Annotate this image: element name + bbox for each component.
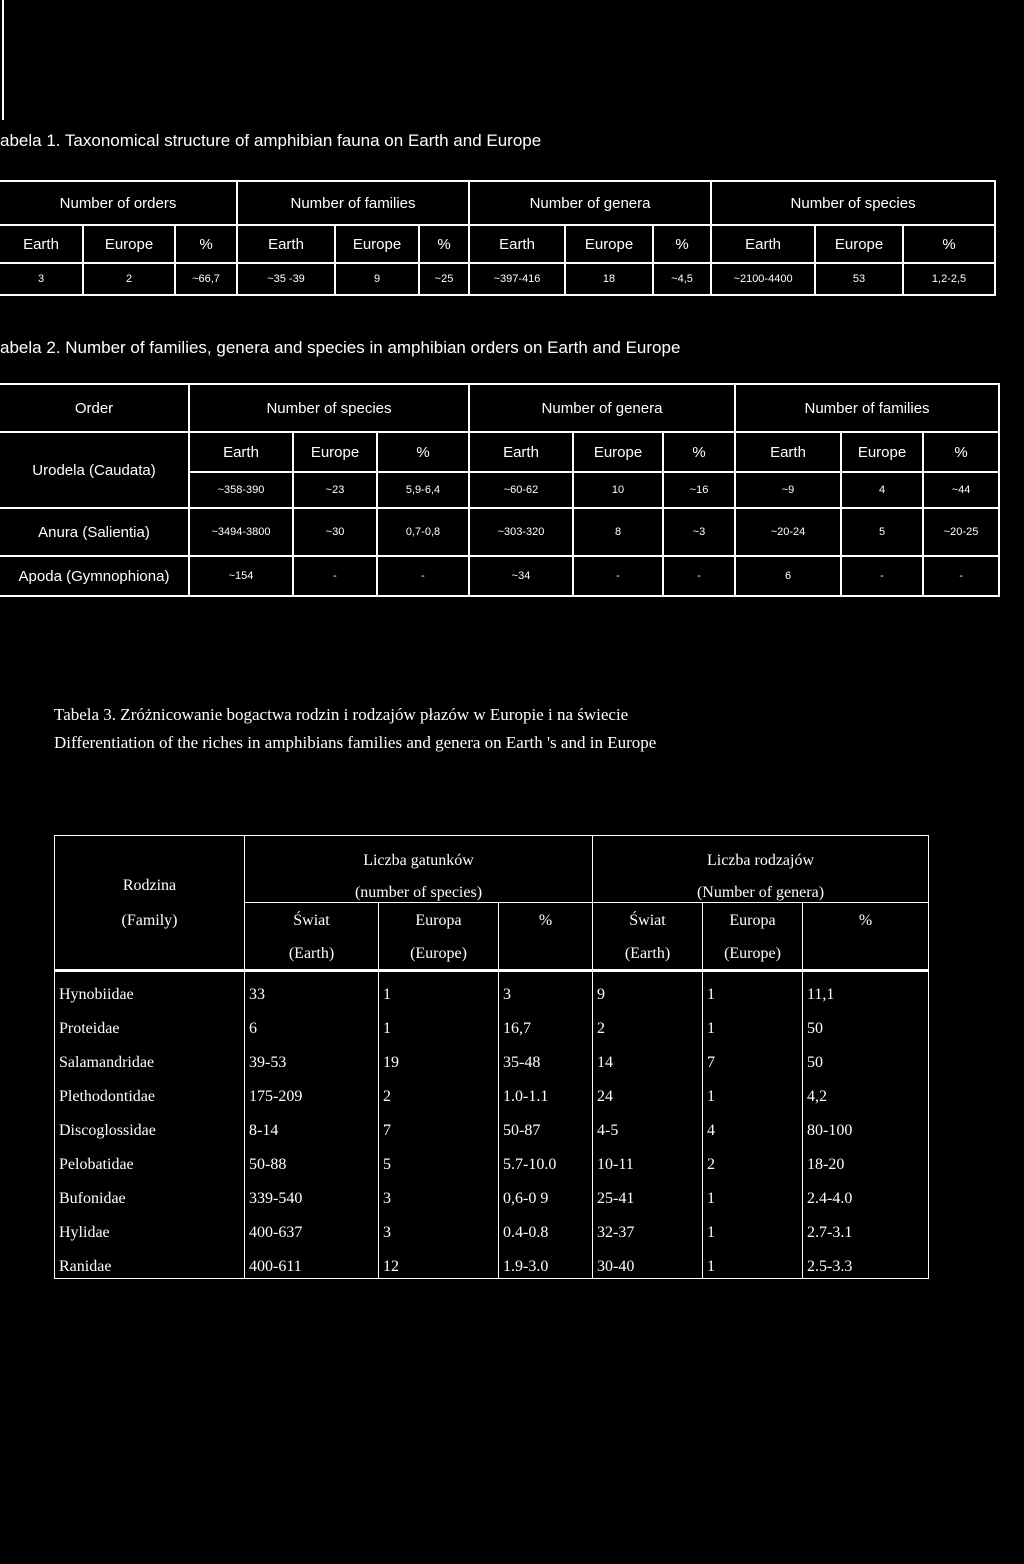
table3-cell: 3 bbox=[379, 1210, 499, 1244]
table3-family-name: Pelobatidae bbox=[55, 1142, 245, 1176]
table2-cell: ~60-62 bbox=[469, 472, 573, 508]
table3-family-name: Discoglossidae bbox=[55, 1108, 245, 1142]
table2-cell: 4 bbox=[841, 472, 923, 508]
table3-cell: 25-41 bbox=[593, 1176, 703, 1210]
table3-cell: 32-37 bbox=[593, 1210, 703, 1244]
table1-cell: ~397-416 bbox=[469, 263, 565, 295]
table2-subheader: Europe bbox=[293, 432, 377, 472]
table3-family-name: Salamandridae bbox=[55, 1040, 245, 1074]
table1-group-header: Number of families bbox=[237, 181, 469, 225]
table3-cell: 0,6-0 9 bbox=[499, 1176, 593, 1210]
table1-subheader: Europe bbox=[83, 225, 175, 263]
table3-caption-en: Differentiation of the riches in amphibians families and genera on Earth 's and in Europe bbox=[54, 733, 657, 752]
table2-order-name: Anura (Salientia) bbox=[0, 508, 189, 556]
table2-cell: ~20-25 bbox=[923, 508, 999, 556]
table3-cell: 2 bbox=[703, 1142, 803, 1176]
table2-cell: 5,9-6,4 bbox=[377, 472, 469, 508]
table1-cell: ~35 -39 bbox=[237, 263, 335, 295]
table2-group-header: Number of species bbox=[189, 384, 469, 432]
table2-cell: ~16 bbox=[663, 472, 735, 508]
table1-subheader: Europe bbox=[335, 225, 419, 263]
table1-subheader: % bbox=[653, 225, 711, 263]
table3-header-spacer bbox=[499, 939, 593, 971]
table3-cell: 16,7 bbox=[499, 1006, 593, 1040]
table3-cell: 1 bbox=[703, 970, 803, 1006]
table2-caption: abela 2. Number of families, genera and species in amphibian orders on Earth and Europe bbox=[0, 338, 681, 357]
page-edge-line bbox=[2, 0, 4, 120]
table2-cell: ~20-24 bbox=[735, 508, 841, 556]
table3-cell: 175-209 bbox=[245, 1074, 379, 1108]
table2-cell: ~303-320 bbox=[469, 508, 573, 556]
table1-caption: abela 1. Taxonomical structure of amphibian fauna on Earth and Europe bbox=[0, 131, 542, 150]
table2-cell: 6 bbox=[735, 556, 841, 596]
table-row bbox=[55, 1074, 929, 1108]
table1-subheader: Earth bbox=[0, 225, 83, 263]
table-row bbox=[55, 1210, 929, 1244]
table3-world-header-en: (Earth) bbox=[245, 939, 379, 971]
table3-cell: 1.9-3.0 bbox=[499, 1244, 593, 1279]
table1-cell: 53 bbox=[815, 263, 903, 295]
table2-subheader: % bbox=[377, 432, 469, 472]
table2-subheader: % bbox=[923, 432, 999, 472]
table3-species-group-en: (number of species) bbox=[245, 870, 593, 903]
table2-cell: - bbox=[377, 556, 469, 596]
table2-cell: ~23 bbox=[293, 472, 377, 508]
table3-cell: 11,1 bbox=[803, 970, 929, 1006]
table-row bbox=[55, 1176, 929, 1210]
table1-group-header: Number of species bbox=[711, 181, 995, 225]
table3-percent-header: % bbox=[803, 903, 929, 939]
table2 bbox=[0, 383, 1000, 597]
table2-subheader: Europe bbox=[841, 432, 923, 472]
table3-cell: 2 bbox=[593, 1006, 703, 1040]
table1-value-row bbox=[0, 263, 995, 295]
table3-species-group: Liczba gatunków bbox=[245, 836, 593, 871]
table1-cell: ~25 bbox=[419, 263, 469, 295]
table-row bbox=[55, 1244, 929, 1279]
table2-group-header: Number of families bbox=[735, 384, 999, 432]
table3-cell: 12 bbox=[379, 1244, 499, 1279]
table2-cell: - bbox=[923, 556, 999, 596]
table3-europe-header: Europa bbox=[379, 903, 499, 939]
table3-cell: 3 bbox=[499, 970, 593, 1006]
table3-cell: 1 bbox=[379, 1006, 499, 1040]
table2-cell: ~3 bbox=[663, 508, 735, 556]
table2-cell: 8 bbox=[573, 508, 663, 556]
table3-cell: 50-87 bbox=[499, 1108, 593, 1142]
table1-subheader: Europe bbox=[815, 225, 903, 263]
table2-order-name: Urodela (Caudata) bbox=[0, 432, 189, 508]
table2-subheader: Europe bbox=[573, 432, 663, 472]
table3-world-header: Świat bbox=[245, 903, 379, 939]
table2-cell: 0,7-0,8 bbox=[377, 508, 469, 556]
table3-header-spacer bbox=[55, 939, 245, 971]
table3-cell: 4,2 bbox=[803, 1074, 929, 1108]
table1-cell: ~66,7 bbox=[175, 263, 237, 295]
table1-subheader: % bbox=[903, 225, 995, 263]
table2-order-name: Apoda (Gymnophiona) bbox=[0, 556, 189, 596]
table-row bbox=[55, 970, 929, 1006]
table3-cell: 24 bbox=[593, 1074, 703, 1108]
table3-header-row-1 bbox=[55, 836, 929, 871]
table2-cell: 10 bbox=[573, 472, 663, 508]
table1-subheader: Earth bbox=[237, 225, 335, 263]
table3-europe-header-en: (Europe) bbox=[379, 939, 499, 971]
table2-cell: ~30 bbox=[293, 508, 377, 556]
table1-subheader: Earth bbox=[469, 225, 565, 263]
table3-cell: 19 bbox=[379, 1040, 499, 1074]
table3-family-name: Bufonidae bbox=[55, 1176, 245, 1210]
table3-cell: 39-53 bbox=[245, 1040, 379, 1074]
table1-subheader: Europe bbox=[565, 225, 653, 263]
table3-cell: 1 bbox=[703, 1074, 803, 1108]
table3-header-row-4 bbox=[55, 939, 929, 971]
table-row bbox=[55, 1006, 929, 1040]
table2-cell: ~3494-3800 bbox=[189, 508, 293, 556]
table3-percent-header: % bbox=[499, 903, 593, 939]
table2-cell: - bbox=[841, 556, 923, 596]
table2-cell: ~358-390 bbox=[189, 472, 293, 508]
table2-subheader: Earth bbox=[189, 432, 293, 472]
table3-header-spacer bbox=[803, 939, 929, 971]
table3-family-name: Proteidae bbox=[55, 1006, 245, 1040]
table1-cell: 9 bbox=[335, 263, 419, 295]
table3-family-name: Ranidae bbox=[55, 1244, 245, 1279]
table1-group-header: Number of orders bbox=[0, 181, 237, 225]
table2-row-apoda bbox=[0, 556, 999, 596]
table3-cell: 80-100 bbox=[803, 1108, 929, 1142]
table2-subheader: % bbox=[663, 432, 735, 472]
table3-cell: 400-637 bbox=[245, 1210, 379, 1244]
table3-caption-pl: Tabela 3. Zróżnicowanie bogactwa rodzin i rodzajów płazów w Europie i na świecie bbox=[54, 705, 629, 724]
table3-cell: 14 bbox=[593, 1040, 703, 1074]
table3-cell: 2.4-4.0 bbox=[803, 1176, 929, 1210]
table1-cell: ~4,5 bbox=[653, 263, 711, 295]
table-row bbox=[55, 1040, 929, 1074]
table1-cell: 1,2-2,5 bbox=[903, 263, 995, 295]
table3-cell: 339-540 bbox=[245, 1176, 379, 1210]
table3-cell: 50-88 bbox=[245, 1142, 379, 1176]
table3-cell: 4 bbox=[703, 1108, 803, 1142]
table2-cell: ~44 bbox=[923, 472, 999, 508]
table3-cell: 2.7-3.1 bbox=[803, 1210, 929, 1244]
table2-cell: - bbox=[663, 556, 735, 596]
table2-group-row bbox=[0, 384, 999, 432]
table3-cell: 1 bbox=[703, 1244, 803, 1279]
table2-order-header: Order bbox=[0, 384, 189, 432]
table1-cell: 3 bbox=[0, 263, 83, 295]
table1-subheader: % bbox=[419, 225, 469, 263]
table2-row-anura bbox=[0, 508, 999, 556]
table2-subheader-row bbox=[0, 432, 999, 472]
table1-group-header: Number of genera bbox=[469, 181, 711, 225]
table1-group-row bbox=[0, 181, 995, 225]
table2-cell: ~154 bbox=[189, 556, 293, 596]
table2-group-header: Number of genera bbox=[469, 384, 735, 432]
table3-europe-header: Europa bbox=[703, 903, 803, 939]
table3-cell: 1 bbox=[703, 1176, 803, 1210]
table1-subheader: % bbox=[175, 225, 237, 263]
table2-cell: 5 bbox=[841, 508, 923, 556]
table3-cell: 8-14 bbox=[245, 1108, 379, 1142]
table-row bbox=[55, 1142, 929, 1176]
table3-family-header-en: (Family) bbox=[55, 903, 245, 939]
table3-header-row-3 bbox=[55, 903, 929, 939]
table2-cell: - bbox=[293, 556, 377, 596]
table3-cell: 4-5 bbox=[593, 1108, 703, 1142]
table3-cell: 9 bbox=[593, 970, 703, 1006]
table3-cell: 35-48 bbox=[499, 1040, 593, 1074]
table3-cell: 1 bbox=[379, 970, 499, 1006]
table3-cell: 50 bbox=[803, 1006, 929, 1040]
table1 bbox=[0, 180, 996, 296]
table3-world-header: Świat bbox=[593, 903, 703, 939]
table3-family-name: Hylidae bbox=[55, 1210, 245, 1244]
table3-cell: 0.4-0.8 bbox=[499, 1210, 593, 1244]
table3-cell: 1 bbox=[703, 1006, 803, 1040]
table3-cell: 50 bbox=[803, 1040, 929, 1074]
table3-cell: 30-40 bbox=[593, 1244, 703, 1279]
table2-cell: ~9 bbox=[735, 472, 841, 508]
table3-genera-group-en: (Number of genera) bbox=[593, 870, 929, 903]
table2-cell: - bbox=[573, 556, 663, 596]
table2-cell: ~34 bbox=[469, 556, 573, 596]
table2-subheader: Earth bbox=[735, 432, 841, 472]
table2-subheader: Earth bbox=[469, 432, 573, 472]
table3-cell: 10-11 bbox=[593, 1142, 703, 1176]
table3-genera-group: Liczba rodzajów bbox=[593, 836, 929, 871]
table3-cell: 1.0-1.1 bbox=[499, 1074, 593, 1108]
table3-cell: 18-20 bbox=[803, 1142, 929, 1176]
table1-cell: ~2100-4400 bbox=[711, 263, 815, 295]
table3-europe-header-en: (Europe) bbox=[703, 939, 803, 971]
table1-subheader: Earth bbox=[711, 225, 815, 263]
table1-cell: 18 bbox=[565, 263, 653, 295]
table3-family-header: Rodzina bbox=[55, 836, 245, 903]
table3-cell: 5.7-10.0 bbox=[499, 1142, 593, 1176]
table3-cell: 7 bbox=[703, 1040, 803, 1074]
table-row bbox=[55, 1108, 929, 1142]
table3-cell: 2.5-3.3 bbox=[803, 1244, 929, 1279]
table1-cell: 2 bbox=[83, 263, 175, 295]
table3-world-header-en: (Earth) bbox=[593, 939, 703, 971]
table3-cell: 5 bbox=[379, 1142, 499, 1176]
table3 bbox=[54, 835, 929, 1279]
table3-family-name: Plethodontidae bbox=[55, 1074, 245, 1108]
table3-cell: 6 bbox=[245, 1006, 379, 1040]
table3-cell: 7 bbox=[379, 1108, 499, 1142]
table3-cell: 3 bbox=[379, 1176, 499, 1210]
table1-subheader-row bbox=[0, 225, 995, 263]
table3-cell: 2 bbox=[379, 1074, 499, 1108]
table3-cell: 1 bbox=[703, 1210, 803, 1244]
table3-cell: 33 bbox=[245, 970, 379, 1006]
table3-family-name: Hynobiidae bbox=[55, 970, 245, 1006]
table3-cell: 400-611 bbox=[245, 1244, 379, 1279]
